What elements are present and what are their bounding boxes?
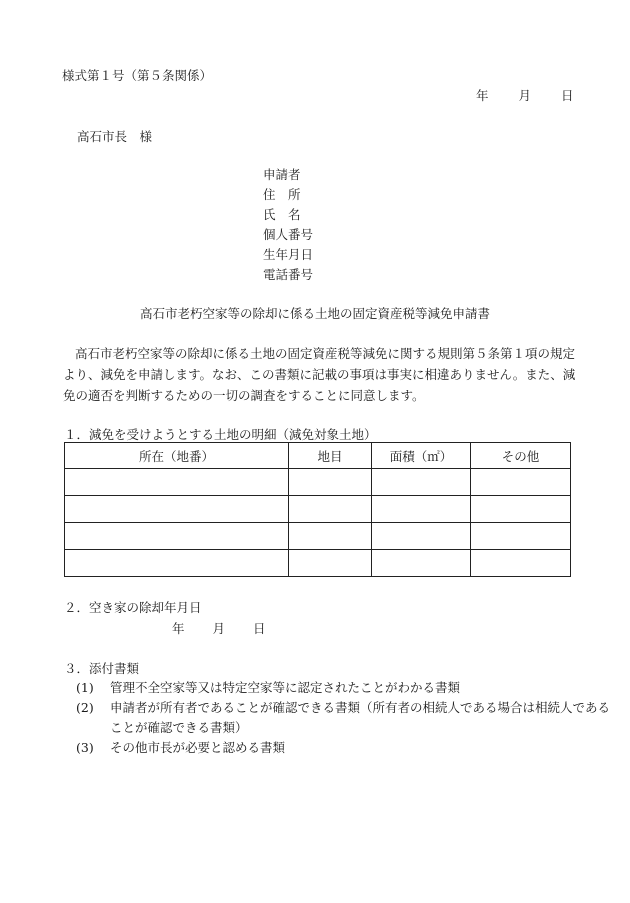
month-label: 月 <box>518 88 532 103</box>
table-row <box>65 550 571 577</box>
year-label: 年 <box>476 88 489 103</box>
day-label: 日 <box>253 621 266 636</box>
submission-date <box>476 86 574 104</box>
area-cell[interactable] <box>372 496 471 523</box>
other-cell[interactable] <box>471 550 571 577</box>
applicant-birth-date-label: 生年月日 <box>263 247 314 262</box>
applicant-personal-number-label: 個人番号 <box>263 227 314 242</box>
day-label: 日 <box>561 88 574 103</box>
demolition-date <box>172 619 266 637</box>
area-cell[interactable] <box>372 469 471 496</box>
declaration-text: 高石市老朽空家等の除却に係る土地の固定資産税等減免に関する規則第５条第１項の規定より、減免を申請します。なお、この書類に記載の事項は事実に相違ありません。また、減免の適否を判断するための一切の調査をすることに同意します。 <box>63 346 576 403</box>
column-header-location: 所在（地番） <box>65 443 289 469</box>
location-cell[interactable] <box>65 469 289 496</box>
section2-heading: ２．空き家の除却年月日 <box>64 600 202 615</box>
applicant-heading: 申請者 <box>263 167 301 182</box>
form-number: 様式第１号（第５条関係） <box>62 68 213 83</box>
land-details-table <box>64 442 571 577</box>
item-number: (1) <box>76 680 94 695</box>
applicant-phone-label: 電話番号 <box>263 267 314 282</box>
year-label: 年 <box>172 621 185 636</box>
area-cell[interactable] <box>372 550 471 577</box>
applicant-block <box>263 165 313 285</box>
section1-heading: １．減免を受けようとする土地の明細（減免対象土地） <box>64 427 377 442</box>
land-category-cell[interactable] <box>289 523 372 550</box>
document-title: 高石市老朽空家等の除却に係る土地の固定資産税等減免申請書 <box>139 306 490 321</box>
applicant-address-label: 住 所 <box>263 187 301 202</box>
item-text: 管理不全空家等又は特定空家等に認定されたことがわかる書類 <box>110 680 461 695</box>
land-category-cell[interactable] <box>289 496 372 523</box>
item-number: (2) <box>76 700 94 715</box>
other-cell[interactable] <box>471 469 571 496</box>
recipient: 高石市長 様 <box>77 129 153 144</box>
table-row <box>65 523 571 550</box>
item-number: (3) <box>76 740 94 755</box>
item-text: 申請者が所有者であることが確認できる書類（所有者の相続人である場合は相続人であることが確認できる書類） <box>110 700 611 735</box>
table-row <box>65 496 571 523</box>
month-label: 月 <box>212 621 226 636</box>
table-header-row <box>65 443 571 469</box>
section3-heading: ３．添付書類 <box>64 661 140 676</box>
area-cell[interactable] <box>372 523 471 550</box>
item-text: その他市長が必要と認める書類 <box>110 740 286 755</box>
location-cell[interactable] <box>65 496 289 523</box>
land-category-cell[interactable] <box>289 550 372 577</box>
applicant-name-label: 氏 名 <box>263 207 301 222</box>
column-header-land-category: 地目 <box>289 443 372 469</box>
other-cell[interactable] <box>471 523 571 550</box>
land-category-cell[interactable] <box>289 469 372 496</box>
table-row <box>65 469 571 496</box>
location-cell[interactable] <box>65 523 289 550</box>
column-header-area: 面積（㎡） <box>372 443 471 469</box>
location-cell[interactable] <box>65 550 289 577</box>
column-header-other: その他 <box>471 443 571 469</box>
other-cell[interactable] <box>471 496 571 523</box>
